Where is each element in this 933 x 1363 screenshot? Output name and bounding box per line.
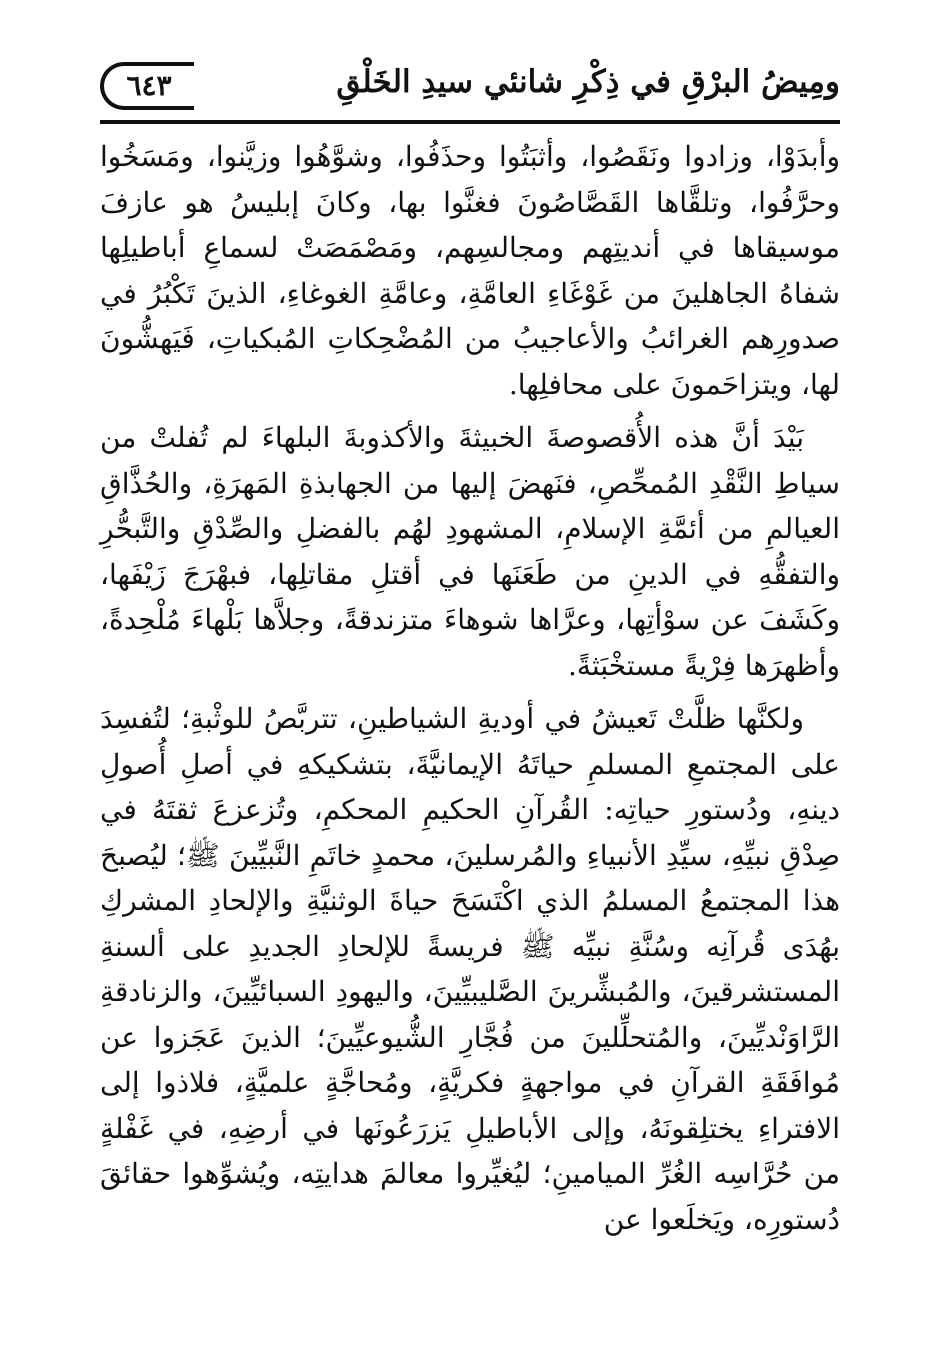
page-number: ٦٤٣ [100,62,194,110]
book-title: ومِيضُ البرْقِ في ذِكْرِ شانئي سيدِ الخَلْقِ [336,64,840,100]
paragraph: ولكنَّها ظلَّتْ تَعيشُ في أوديةِ الشياطينِ، تتربَّصُ للوثْبةِ؛ لتُفسِدَ على المجتمعِ المسلمِ حياتَهُ الإيمانيَّةَ، بتشكيكهِ في أصلِ أُصولِ دينهِ، ودُستورِ حياتِه: القُرآنِ الحكيمِ المحكمِ، وتُزعزعَ ثقتَهُ في صِدْقِ نبيِّهِ، سيِّدِ الأنبياءِ والمُرسلينَ، محمدٍ خاتَمِ النَّبيِّينَ ﷺ؛ ليُصبحَ هذا المجتمعُ المسلمُ الذي اكْتَسَحَ حياةَ الوثنيَّةِ والإلحادِ المشركِ بهُدَى قُرآنِه وسُنَّةِ نبيِّه ﷺ فريسةً للإلحادِ الجديدِ على ألسنةِ المستشرقينَ، والمُبشِّرينَ الصَّليبيِّينَ، واليهودِ السبائيِّينَ، والزنادقةِ الرَّاوَنْديِّينَ، والمُتحلِّلينَ من فُجَّارِ الشُّيوعيِّينَ؛ الذينَ عَجَزوا عن مُوافَقَةِ القرآنِ في مواجهةٍ فكريَّةٍ، ومُحاجَّةٍ علميَّةٍ، فلاذوا إلى الافتراءِ يختلِقونَهُ، وإلى الأباطيلِ يَزرَعُونَها في أرضِهِ، في غَفْلةٍ من حُرَّاسِه الغُرِّ الميامينِ؛ ليُغيِّروا معالمَ هدايتِه، ويُشوِّهوا حقائقَ دُستورِه، ويَخلَعوا عن [100,702,840,1236]
header-rule [100,120,840,124]
running-header [100,58,840,124]
paragraph: وأبدَوْا، وزادوا ونَقَصُوا، وأثبَتُوا وحذَفُوا، وشوَّهُوا وزيَّنوا، ومَسَخُوا وحرَّفُوا، وتلقَّاها القَصَّاصُونَ فغنَّوا بها، وكانَ إبليسُ هو عازفَ موسيقاها في أنديتِهم ومجالسِهم، ومَصْمَصَتْ لسماعِ أباطيلِها شفاهُ الجاهلينَ من غَوْغَاءِ العامَّةِ، وعامَّةِ الغوغاءِ، الذينَ تَكْبُرُ في صدورِهم الغرائبُ والأعاجيبُ من المُضْحِكاتِ المُبكياتِ، فَيَهشُّونَ لها، ويتزاحَمونَ على محافلِها. [100,140,840,401]
paragraph: بَيْدَ أنَّ هذه الأُقصوصةَ الخبيثةَ والأكذوبةَ البلهاءَ لم تُفلتْ من سياطِ النَّقْدِ المُمحِّصِ، فنَهضَ إليها من الجهابذةِ المَهرَةِ، والحُذَّاقِ العيالمِ من أئمَّةِ الإسلامِ، المشهودِ لهُم بالفضلِ والصِّدْقِ والتَّبحُّرِ والتفقُّهِ في الدينِ من طَعَنَها في أقتلِ مقاتلِها، فبهْرَجَ زَيْفَها، وكَشَفَ عن سوْأتِها، وعرَّاها شوهاءَ متزندقةً، وجلاَّها بَلْهاءَ مُلْحِدةً، وأظهرَها فِرْيةً مستخْبَثةً. [100,421,840,682]
main-text [100,134,840,1250]
